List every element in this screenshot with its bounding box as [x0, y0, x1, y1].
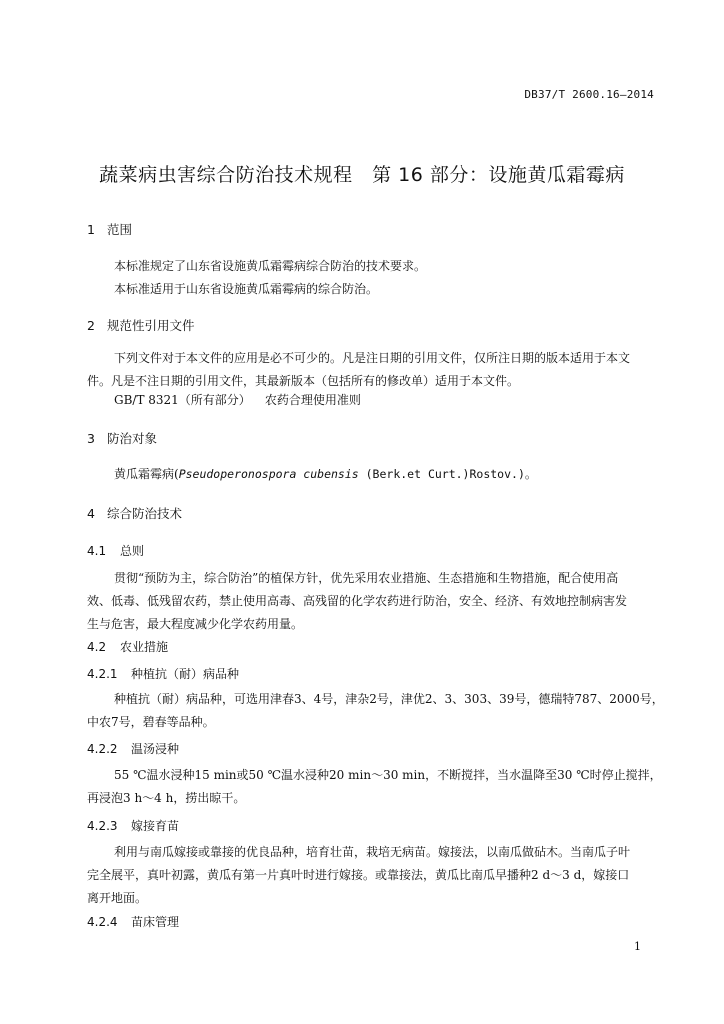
- document-title: 蔬菜病虫害综合防治技术规程 第 16 部分：设施黄瓜霜霉病: [99, 164, 625, 186]
- section-title: 种植抗（耐）病品种: [131, 667, 240, 681]
- section-title: 规范性引用文件: [107, 318, 195, 333]
- paragraph-line: 利用与南瓜嫁接或靠接的优良品种，培育壮苗，栽培无病苗。嫁接法，以南瓜做砧木。当南瓜子叶: [114, 845, 631, 859]
- section-number: 4.2.3: [87, 819, 118, 833]
- section-1-body: [87, 255, 657, 301]
- section-4-2-2-body: [87, 764, 662, 810]
- paragraph-line: 本标准规定了山东省设施黄瓜霜霉病综合防治的技术要求。: [114, 259, 427, 273]
- section-2-body: [87, 347, 657, 393]
- section-4-2-3-body: [87, 841, 657, 910]
- paragraph-line: 再浸泡3 h～4 h，捞出晾干。: [87, 791, 246, 805]
- section-3-heading: [87, 429, 157, 447]
- section-title: 防治对象: [107, 431, 158, 446]
- section-number: 4.2.4: [87, 915, 118, 929]
- paragraph-line: 中农7号，碧春等品种。: [87, 715, 215, 729]
- section-title: 综合防治技术: [107, 506, 183, 521]
- paragraph-line: 贯彻“预防为主，综合防治”的植保方针，优先采用农业措施、生态措施和生物措施，配合使用高: [114, 571, 619, 585]
- section-4-2-4-heading: [87, 913, 179, 930]
- section-4-1-heading: [87, 542, 144, 559]
- paragraph-line: 本标准适用于山东省设施黄瓜霜霉病的综合防治。: [114, 282, 379, 296]
- paragraph-line: 55 ℃温水浸种15 min或50 ℃温水浸种20 min～30 min，不断搅拌，当水温降至30 ℃时停止搅拌，: [114, 768, 662, 782]
- section-4-heading: [87, 504, 182, 522]
- section-number: 4.2.1: [87, 667, 118, 681]
- section-number: 4.1: [87, 544, 107, 558]
- section-4-2-heading: [87, 638, 168, 655]
- paragraph-line: 种植抗（耐）病品种，可选用津春3、4号，津杂2号，津优2、3、303、39号，德瑞特787、2000号，: [114, 692, 664, 706]
- section-2-heading: [87, 316, 195, 334]
- section-4-2-1-body: [87, 688, 664, 734]
- page-number: 1: [634, 940, 641, 953]
- section-number: 4.2: [87, 640, 107, 654]
- section-title: 范围: [107, 222, 133, 237]
- section-number: 4: [87, 506, 95, 521]
- paragraph-line: 完全展平，真叶初露，黄瓜有第一片真叶时进行嫁接。或靠接法，黄瓜比南瓜早播种2 d～3 d，嫁接口: [87, 868, 630, 882]
- standard-code: DB37/T 2600.16—2014: [524, 88, 654, 101]
- disease-name: 黄瓜霜霉病(: [114, 467, 179, 481]
- section-4-2-2-heading: [87, 740, 179, 757]
- authority: (Berk.et Curt.)Rostov.): [358, 467, 525, 481]
- section-title: 总则: [120, 544, 145, 558]
- section-title: 农业措施: [120, 640, 169, 654]
- section-number: 3: [87, 431, 95, 446]
- section-title: 苗床管理: [131, 915, 180, 929]
- paragraph-line: 件。凡是不注日期的引用文件，其最新版本（包括所有的修改单）适用于本文件。: [87, 374, 520, 388]
- section-4-2-3-heading: [87, 817, 179, 834]
- paragraph-line: 生与危害，最大程度减少化学农药用量。: [87, 617, 304, 631]
- normative-reference: [114, 391, 361, 408]
- section-number: 1: [87, 222, 95, 237]
- reference-code: GB/T 8321（所有部分）: [114, 393, 251, 407]
- reference-title: 农药合理使用准则: [264, 393, 361, 407]
- section-4-1-body: [87, 567, 657, 636]
- section-number: 2: [87, 318, 95, 333]
- paragraph-line: 离开地面。: [87, 891, 148, 905]
- paragraph-line: [87, 463, 657, 486]
- section-title: 嫁接育苗: [131, 819, 180, 833]
- section-4-2-1-heading: [87, 665, 239, 682]
- section-title: 温汤浸种: [131, 742, 180, 756]
- paragraph-line: 下列文件对于本文件的应用是必不可少的。凡是注日期的引用文件，仅所注日期的版本适用于本文: [114, 351, 631, 365]
- latin-name: Pseudoperonospora cubensis: [178, 467, 359, 481]
- sentence-end: 。: [524, 467, 537, 481]
- section-number: 4.2.2: [87, 742, 118, 756]
- section-1-heading: [87, 220, 132, 238]
- section-3-body: [87, 463, 657, 486]
- paragraph-line: 效、低毒、低残留农药，禁止使用高毒、高残留的化学农药进行防治，安全、经济、有效地控制病害发: [87, 594, 628, 608]
